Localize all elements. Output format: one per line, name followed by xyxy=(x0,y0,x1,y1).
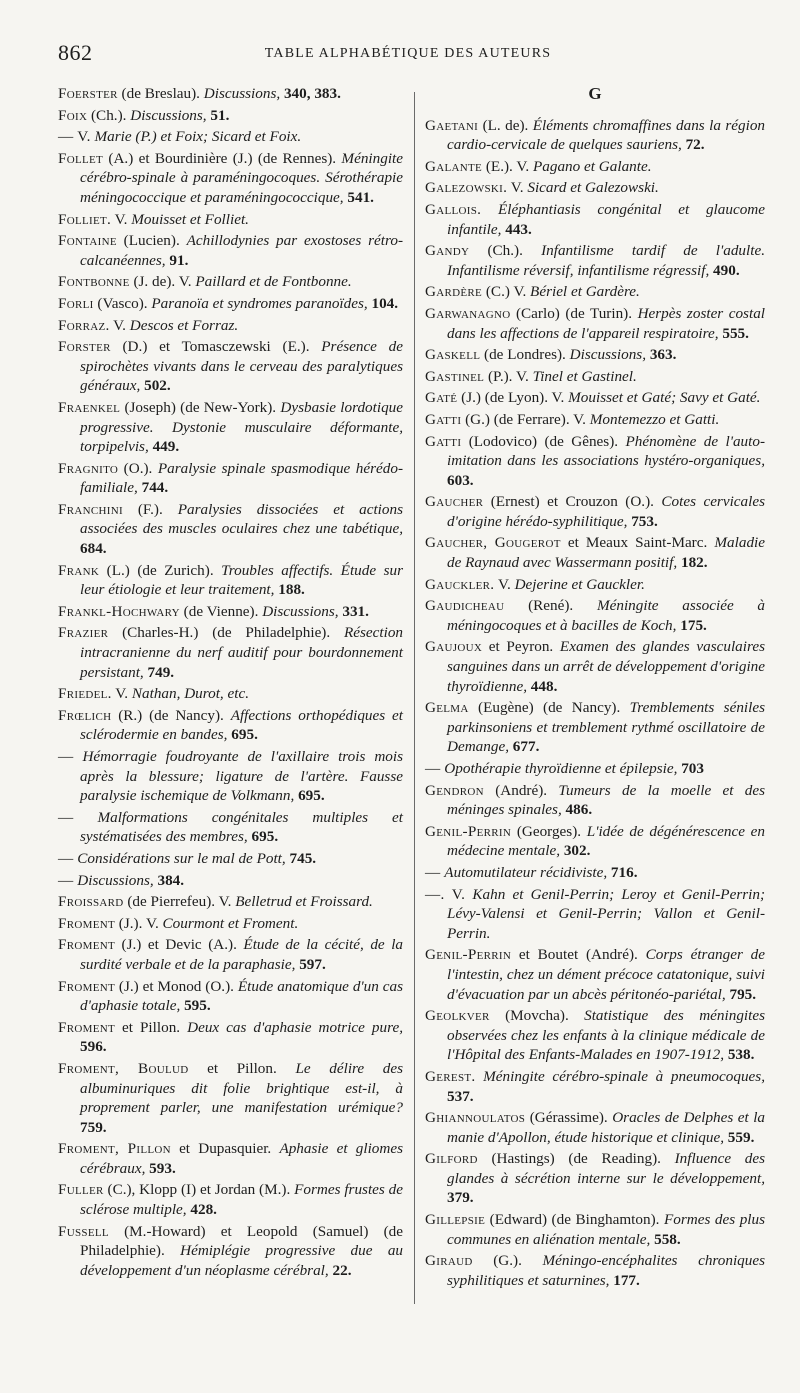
index-entry xyxy=(425,282,765,302)
entry-title: Montemezzo et Gatti. xyxy=(589,410,720,428)
entry-title: Influence des glandes à sécrétion interne sur le développement, xyxy=(447,1150,766,1187)
index-entry xyxy=(58,272,403,292)
entry-pages: 795. xyxy=(729,985,757,1003)
entry-title: Formes frustes de sclérose multiple, xyxy=(80,1181,403,1219)
entry-title: Affections orthopédiques et sclérodermie en bandes, xyxy=(80,706,403,744)
index-entry xyxy=(425,637,765,696)
entry-pages: 379. xyxy=(447,1189,474,1207)
entry-pages: 449. xyxy=(152,438,180,456)
entry-author: Gaté xyxy=(425,389,458,407)
index-entry xyxy=(425,885,765,944)
entry-author: Fontaine xyxy=(58,232,117,250)
entry-pages: 749. xyxy=(147,663,175,681)
entry-pages: 597. xyxy=(299,955,326,973)
index-entry xyxy=(425,367,765,387)
entry-detail: et Peyron. xyxy=(488,638,554,656)
entry-author: Frœlich xyxy=(58,706,112,724)
entry-author: Gendron xyxy=(425,781,484,799)
entry-title: Hémorragie foudroyante de l'axillaire trois mois après la blessure; ligature de l'artère. Fausse paralysie ischemique de Volkmann, xyxy=(80,748,404,805)
index-entry xyxy=(58,849,403,869)
entry-author: — xyxy=(58,808,74,826)
entry-pages: 559. xyxy=(727,1128,755,1146)
index-entry xyxy=(425,1067,765,1106)
index-entry xyxy=(58,127,403,147)
entry-title: Discussions, xyxy=(569,346,647,364)
entry-author: Gardère xyxy=(425,283,483,301)
entry-pages: 22. xyxy=(332,1261,352,1279)
entry-author: Franchini xyxy=(58,500,123,518)
entry-title: Automutilateur récidiviste, xyxy=(444,863,608,881)
index-entry xyxy=(58,747,403,806)
entry-detail: (Vasco). xyxy=(97,294,148,312)
entry-title: Infantilisme tardif de l'adulte. Infantilisme réversif, infantilisme régressif, xyxy=(447,242,766,279)
index-entry xyxy=(58,914,403,934)
entry-detail: (Movcha). xyxy=(505,1007,569,1025)
entry-detail: (J.) et Monod (O.). xyxy=(118,977,234,995)
entry-detail: (L. de). xyxy=(482,116,529,134)
entry-pages: 302. xyxy=(563,842,591,860)
entry-detail: (R.) (de Nancy). xyxy=(118,706,224,724)
index-entry xyxy=(425,492,765,531)
index-entry xyxy=(425,533,765,572)
entry-pages: 745. xyxy=(289,849,317,867)
index-entry xyxy=(58,871,403,891)
entry-detail: (J.) et Devic (A.). xyxy=(121,936,237,954)
left-column xyxy=(58,84,403,1282)
entry-detail: (F.). xyxy=(137,500,163,518)
index-entry xyxy=(58,1139,403,1178)
entry-title: Oracles de Delphes et la manie d'Apollon, étude historique et clinique, xyxy=(447,1109,766,1146)
entry-title: Discussions, xyxy=(262,602,339,620)
index-entry xyxy=(58,149,403,208)
index-entry xyxy=(425,157,765,177)
entry-pages: 555. xyxy=(722,324,749,342)
index-entry xyxy=(58,808,403,847)
entry-author: Friedel. xyxy=(58,685,112,703)
index-entry xyxy=(425,575,765,595)
entry-detail: V. xyxy=(113,316,126,334)
index-entry xyxy=(58,106,403,126)
entry-detail: (Ch.). xyxy=(91,106,127,124)
entry-author: Frank xyxy=(58,561,100,579)
entry-author: — xyxy=(58,871,74,889)
entry-author: — xyxy=(425,760,441,777)
entry-author: Fragnito xyxy=(58,459,119,477)
index-entry xyxy=(58,1180,403,1219)
entry-detail: (de Pierrefeu). V. xyxy=(127,893,232,911)
entry-pages: 443. xyxy=(505,220,532,238)
entry-pages: 428. xyxy=(190,1201,217,1219)
entry-detail: (A.) et Bourdinière (J.) (de Rennes). xyxy=(108,149,337,167)
section-letter: G xyxy=(588,84,602,103)
index-entry xyxy=(425,388,765,408)
entry-title: Résection intracranienne du nerf auditif pour bourdonnement persistant, xyxy=(80,624,404,681)
entry-author: Follet xyxy=(58,149,104,167)
entry-author: Gaujoux xyxy=(425,638,483,656)
entry-title: Phénomène de l'auto-imitation dans les associations hystéro-organiques, xyxy=(447,432,766,470)
index-entry xyxy=(58,210,403,230)
entry-title: Paranoïa et syndromes paranoïdes, xyxy=(151,294,368,312)
entry-author: Gillepsie xyxy=(425,1211,486,1229)
entry-pages: 177. xyxy=(613,1271,640,1289)
entry-title: Dejerine et Gauckler. xyxy=(514,575,645,593)
entry-title: L'idée de dégénérescence en médecine mentale, xyxy=(447,822,766,860)
entry-author: Gallois. xyxy=(425,200,482,218)
entry-title: Corps étranger de l'intestin, chez un dément précoce catatonique, suivi d'évacuation par un abcès péritonéo-pariétal, xyxy=(447,946,766,1003)
entry-author: Galante xyxy=(425,157,483,175)
entry-pages: 541. xyxy=(347,188,374,206)
entry-author: — xyxy=(58,849,74,867)
entry-title: Courmont et Froment. xyxy=(162,914,299,932)
entry-detail: (C.), Klopp (I) et Jordan (M.). xyxy=(107,1181,291,1199)
entry-author: Gaucher, Gougerot xyxy=(425,534,561,552)
entry-title: Éléments chromaffines dans la région cardio-cervicale de quelques sauriens, xyxy=(447,116,766,154)
entry-detail: (L.) (de Zurich). xyxy=(106,561,214,579)
entry-detail: (E.). V. xyxy=(485,157,530,175)
entry-pages: 91. xyxy=(169,251,189,269)
entry-title: Troubles affectifs. Étude sur leur étiologie et leur traitement, xyxy=(80,561,404,599)
entry-author: Gauckler. xyxy=(425,575,495,593)
index-entry xyxy=(58,398,403,457)
page-header xyxy=(58,40,758,70)
entry-pages: 538. xyxy=(727,1046,755,1064)
entry-title: Kahn et Genil-Perrin; Leroy et Genil-Perrin; Lévy-Valensi et Genil-Perrin; Vallon et Genil-Perrin. xyxy=(447,885,766,942)
entry-title: Cotes cervicales d'origine hérédo-syphilitique, xyxy=(447,493,766,530)
entry-detail: (G.) (de Ferrare). V. xyxy=(465,410,586,428)
entry-author: Genil-Perrin xyxy=(425,946,512,964)
entry-title: Étude anatomique d'un cas d'aphasie totale, xyxy=(80,977,403,1015)
index-entry xyxy=(425,1210,765,1249)
entry-title: Malformations congénitales multiples et systématisées des membres, xyxy=(80,808,403,846)
entry-pages: 331. xyxy=(342,602,369,620)
entry-pages: 695. xyxy=(251,828,279,846)
entry-title: Méningite associée à méningocoques et à bacilles de Koch, xyxy=(447,597,766,634)
index-entry xyxy=(425,863,765,883)
entry-title: Présence de spirochètes vivants dans le cerveau des paralytiques généraux, xyxy=(80,338,404,395)
index-entry xyxy=(58,294,403,314)
index-entry xyxy=(425,345,765,365)
entry-pages: 593. xyxy=(149,1159,176,1177)
index-entry xyxy=(425,116,765,155)
index-entry xyxy=(58,935,403,974)
index-entry xyxy=(425,241,765,280)
entry-title: Discussions, xyxy=(130,106,207,124)
entry-title: Opothérapie thyroïdienne et épilepsie, xyxy=(444,760,678,777)
index-entry xyxy=(58,706,403,745)
entry-detail: et Boutet (André). xyxy=(518,946,638,964)
entry-pages: 486. xyxy=(565,801,593,819)
entry-detail: (J. de). V. xyxy=(133,273,192,291)
entry-detail: (G.). xyxy=(493,1252,522,1270)
index-entry xyxy=(58,977,403,1016)
index-entry xyxy=(58,1018,403,1057)
entry-author: Gaucher xyxy=(425,493,484,511)
entry-title: Examen des glandes vasculaires sanguines dans un arrêt de développement d'origine thyroïdienne, xyxy=(447,638,765,695)
right-entries xyxy=(425,116,765,1291)
entry-title: Sicard et Galezowski. xyxy=(527,179,659,197)
entry-author: Geolkver xyxy=(425,1007,490,1025)
index-entry xyxy=(58,561,403,600)
entry-detail: V. xyxy=(115,685,129,703)
column-divider xyxy=(414,92,415,1304)
index-entry xyxy=(58,500,403,559)
entry-author: Gilford xyxy=(425,1150,478,1168)
entry-detail: (P.). V. xyxy=(488,367,529,385)
entry-title: Achillodynies par exostoses rétro-calcanéennes, xyxy=(80,232,404,269)
entry-detail: (de Vienne). xyxy=(183,602,259,620)
entry-detail: (Joseph) (de New-York). xyxy=(124,398,277,416)
entry-pages: 753. xyxy=(631,512,658,530)
entry-author: Froment xyxy=(58,914,115,932)
entry-title: Statistique des méningites observées chez les enfants à la clinique médicale de l'Hôpital des Enfants-Malades en 1907-1912, xyxy=(447,1007,765,1064)
entry-title: Tremblements séniles parkinsoniens et tremblement rythmé oscillatoire de Demange, xyxy=(447,699,766,756)
entry-detail: et Dupasquier. xyxy=(179,1140,272,1158)
entry-detail: (O.). xyxy=(123,459,153,477)
entry-title: Descos et Forraz. xyxy=(129,316,239,334)
entry-pages: 384. xyxy=(157,871,185,889)
index-entry xyxy=(58,459,403,498)
entry-detail: (J.). V. xyxy=(118,914,159,932)
entry-pages: 340, 383. xyxy=(283,85,341,102)
entry-detail: et Meaux Saint-Marc. xyxy=(567,534,708,552)
entry-title: Nathan, Durot, etc. xyxy=(131,685,250,703)
page-number: 862 xyxy=(58,40,93,65)
entry-detail: (Ch.). xyxy=(487,242,523,260)
entry-detail: (Edward) (de Binghamton). xyxy=(489,1211,660,1229)
index-entry xyxy=(58,1222,403,1281)
index-entry xyxy=(425,781,765,820)
entry-detail: V. xyxy=(114,210,128,228)
entry-pages: 490. xyxy=(713,261,740,279)
entry-author: Froment, Boulud xyxy=(58,1059,189,1077)
index-entry xyxy=(58,337,403,396)
index-entry xyxy=(425,596,765,635)
index-entry xyxy=(58,623,403,682)
entry-title: Paillard et de Fontbonne. xyxy=(195,273,352,291)
entry-detail: (André). xyxy=(495,781,548,799)
entry-pages: 695. xyxy=(298,787,325,805)
entry-title: Considérations sur le mal de Pott, xyxy=(77,849,286,867)
entry-pages: 502. xyxy=(144,377,171,395)
entry-author: Garwanagno xyxy=(425,304,511,322)
entry-detail: (Lodovico) (de Gênes). xyxy=(468,432,619,450)
index-entry xyxy=(58,892,403,912)
entry-author: — V. xyxy=(58,128,91,146)
entry-detail: (M.-Howard) et Leopold (Samuel) (de Philadelphie). xyxy=(80,1222,404,1260)
entry-title: Méningite cérébro-spinale à pneumocoques, xyxy=(483,1067,765,1085)
entry-title: Éléphantiasis congénital et glaucome infantile, xyxy=(447,200,765,238)
entry-author: Ghiannoulatos xyxy=(425,1109,526,1127)
entry-detail: (J.) (de Lyon). V. xyxy=(461,389,565,407)
entry-title: Paralysies dissociées et actions associées des muscles oculaires chez une tabétique, xyxy=(80,500,404,538)
entry-author: Froment, Pillon xyxy=(58,1140,171,1158)
entry-detail: (de Breslau). xyxy=(121,85,200,102)
entry-pages: 759. xyxy=(80,1118,107,1136)
entry-author: Forraz. xyxy=(58,316,110,334)
entry-pages: 537. xyxy=(447,1087,474,1105)
entry-title: Marie (P.) et Foix; Sicard et Foix. xyxy=(94,128,302,146)
entry-author: Gaetani xyxy=(425,116,479,134)
entry-pages: 188. xyxy=(278,581,305,599)
entry-author: —. V. xyxy=(425,885,466,903)
entry-pages: 448. xyxy=(530,677,558,695)
entry-title: Herpès zoster costal dans les affections de l'appareil respiratoire, xyxy=(447,304,766,342)
entry-pages: 558. xyxy=(654,1230,681,1248)
entry-title: Le délire des albuminuriques dit folie brightique est-il, à proprement parler, une manifestation urémique? xyxy=(80,1059,404,1117)
index-entry xyxy=(58,316,403,336)
entry-title: Discussions, xyxy=(77,871,154,889)
entry-detail: (Charles-H.) (de Philadelphie). xyxy=(122,624,331,642)
entry-author: Gelma xyxy=(425,699,469,717)
index-entry xyxy=(425,822,765,861)
index-entry xyxy=(425,698,765,757)
entry-author: Gandy xyxy=(425,242,470,260)
entry-title: Deux cas d'aphasie motrice pure, xyxy=(187,1018,404,1036)
entry-title: Tinel et Gastinel. xyxy=(532,367,637,385)
entry-pages: 716. xyxy=(610,863,638,881)
entry-detail: et Pillon. xyxy=(122,1018,181,1036)
entry-detail: (Carlo) (de Turin). xyxy=(515,304,633,322)
index-entry xyxy=(425,304,765,343)
index-entry xyxy=(425,432,765,491)
entry-author: Gerest. xyxy=(425,1067,476,1085)
entry-title: Mouisset et Folliet. xyxy=(131,210,249,228)
entry-pages: 684. xyxy=(80,540,107,558)
entry-pages: 677. xyxy=(512,738,540,756)
entry-detail: (C.) V. xyxy=(485,283,527,301)
entry-title: Paralysie spinale spasmodique hérédo-familiale, xyxy=(80,459,404,497)
entry-title: Bériel et Gardère. xyxy=(530,283,640,301)
entry-author: Genil-Perrin xyxy=(425,822,512,840)
entry-author: — xyxy=(58,748,74,765)
entry-pages: 695. xyxy=(231,726,258,744)
entry-author: Forster xyxy=(58,338,111,356)
entry-detail: (de Londres). xyxy=(484,346,566,364)
entry-title: Discussions, xyxy=(203,85,281,102)
entry-title: Maladie de Raynaud avec Wassermann positif, xyxy=(447,534,766,572)
index-entry xyxy=(425,410,765,430)
entry-detail: (Hastings) (de Reading). xyxy=(491,1150,661,1168)
entry-detail: et Pillon. xyxy=(207,1059,277,1077)
entry-author: Forli xyxy=(58,294,94,312)
index-entry xyxy=(425,1251,765,1290)
entry-author: Gatti xyxy=(425,432,462,450)
entry-author: Fontbonne xyxy=(58,273,130,291)
entry-author: Froment xyxy=(58,1018,115,1036)
entry-title: Méningo-encéphalites chroniques syphilitiques et saturnines, xyxy=(447,1252,765,1289)
index-entry xyxy=(58,231,403,270)
entry-author: Froissard xyxy=(58,893,124,911)
entry-author: Giraud xyxy=(425,1252,473,1270)
entry-detail: V. xyxy=(497,575,511,593)
entry-detail: (Gérassime). xyxy=(529,1109,608,1127)
index-entry xyxy=(425,200,765,239)
entry-detail: (D.) et Tomasczewski (E.). xyxy=(122,338,310,356)
entry-title: Belletrud et Froissard. xyxy=(235,893,373,911)
index-entry xyxy=(425,945,765,1004)
entry-pages: 596. xyxy=(80,1038,107,1056)
entry-author: Gaudicheau xyxy=(425,597,505,615)
entry-pages: 175. xyxy=(680,616,707,634)
entry-author: Galezowski. xyxy=(425,179,508,197)
entry-author: Foerster xyxy=(58,85,118,102)
entry-title: Aphasie et gliomes cérébraux, xyxy=(80,1140,404,1177)
entry-author: Gaskell xyxy=(425,346,481,364)
entry-author: Froment xyxy=(58,936,115,954)
index-entry xyxy=(58,684,403,704)
entry-pages: 104. xyxy=(371,294,399,312)
entry-title: Mouisset et Gaté; Savy et Gaté. xyxy=(568,389,761,407)
entry-author: Froment xyxy=(58,977,115,995)
entry-title: Étude de la cécité, de la surdité verbale et de la paraphasie, xyxy=(80,936,404,973)
entry-pages: 595. xyxy=(184,997,211,1015)
entry-author: Fraenkel xyxy=(58,398,121,416)
entry-title: Dysbasie lordotique progressive. Dystonie musculaire déformante, torpipelvis, xyxy=(80,398,404,456)
entry-author: Fuller xyxy=(58,1181,104,1199)
entry-pages: 703 xyxy=(681,760,704,777)
entry-pages: 363. xyxy=(649,346,677,364)
entry-author: Folliet. xyxy=(58,210,112,228)
entry-detail: (René). xyxy=(528,597,574,615)
right-column xyxy=(425,84,765,1292)
entry-detail: (Georges). xyxy=(516,822,582,840)
entry-pages: 182. xyxy=(680,554,708,572)
entry-detail: (Ernest) et Crouzon (O.). xyxy=(490,493,654,511)
entry-author: — xyxy=(425,863,441,881)
index-entry xyxy=(425,759,765,779)
entry-pages: 603. xyxy=(447,471,474,489)
index-entry xyxy=(425,178,765,198)
entry-title: Tumeurs de la moelle et des méninges spinales, xyxy=(447,781,765,819)
index-entry xyxy=(425,1149,765,1208)
entry-pages: 72. xyxy=(685,136,705,154)
entry-author: Frankl-Hochwary xyxy=(58,602,180,620)
index-entry xyxy=(425,1108,765,1147)
index-entry xyxy=(58,602,403,622)
entry-title: Formes des plus communes en aliénation mentale, xyxy=(447,1211,766,1248)
entry-author: Foix xyxy=(58,106,88,124)
entry-author: Gastinel xyxy=(425,367,485,385)
index-entry xyxy=(58,1059,403,1137)
entry-title: Pagano et Galante. xyxy=(532,157,652,175)
entry-detail: (Eugène) (de Nancy). xyxy=(478,699,621,717)
entry-author: Frazier xyxy=(58,624,109,642)
index-entry xyxy=(58,84,403,104)
entry-detail: V. xyxy=(510,179,524,197)
entry-detail: (Lucien). xyxy=(123,232,180,250)
entry-author: Fussell xyxy=(58,1222,109,1240)
entry-pages: 51. xyxy=(210,106,230,124)
entry-title: Hémiplégie progressive due au développement d'un néoplasme cérébral, xyxy=(80,1242,404,1279)
entry-author: Gatti xyxy=(425,410,462,428)
entry-title: Méningite cérébro-spinale à paraméningocoques. Sérothérapie méningococcique et paraméningococcique, xyxy=(80,149,403,206)
running-title: TABLE ALPHABÉTIQUE DES AUTEURS xyxy=(264,46,552,61)
index-entry xyxy=(425,1006,765,1065)
entry-pages: 744. xyxy=(141,479,169,497)
